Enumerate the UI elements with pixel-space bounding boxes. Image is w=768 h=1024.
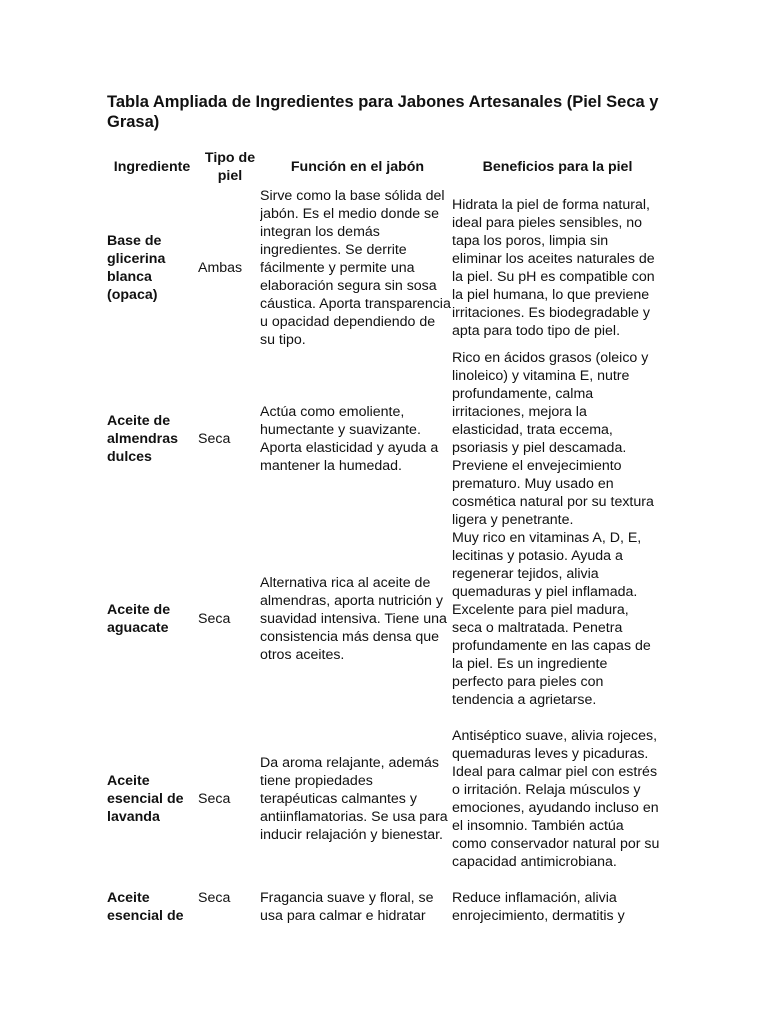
table-row: [104, 889, 660, 925]
cell-benefits: Muy rico en vitaminas A, D, E, lecitinas y potasio. Ayuda a regenerar tejidos, alivia quemaduras y piel inflamada. Excelente para piel madura, seca o maltratada. Penetra profundamente en las capas de la piel. Es un ingrediente perfecto para pieles con tendencia a agrietarse.: [452, 530, 651, 708]
ingredients-table: [104, 147, 660, 925]
cell-benefits: Reduce inflamación, alivia enrojecimiento, dermatitis y: [452, 890, 625, 924]
table-row: [104, 187, 660, 349]
cell-ingredient: Base de glicerina blanca (opaca): [107, 233, 166, 303]
cell-function: Actúa como emoliente, humectante y suavizante. Aporta elasticidad y ayuda a mantener la humedad.: [260, 404, 439, 474]
cell-benefits: Rico en ácidos grasos (oleico y linoleico) y vitamina E, nutre profundamente, calma irritaciones, mejora la elasticidad, trata eccema, psoriasis y piel descamada. Previene el envejecimiento prematuro. Muy usado en cosmética natural por su textura ligera y penetrante.: [452, 350, 654, 528]
table-row: [104, 529, 660, 709]
header-skin-type: Tipo de piel: [204, 150, 256, 184]
cell-function: Da aroma relajante, además tiene propiedades terapéuticas calmantes y antiinflamatorias. Se usa para inducir relajación y bienestar.: [260, 755, 448, 843]
cell-benefits: Antiséptico suave, alivia rojeces, quemaduras leves y picaduras. Ideal para calmar piel con estrés o irritación. Relaja músculos y emociones, ayudando incluso en el insomnio. También actúa como conservador natural por su capacidad antimicrobiana.: [452, 728, 660, 870]
table-row: [104, 709, 660, 889]
cell-ingredient: Aceite de aguacate: [107, 602, 171, 636]
cell-function: Fragancia suave y floral, se usa para calmar e hidratar: [260, 890, 434, 924]
cell-ingredient: Aceite de almendras dulces: [107, 413, 178, 465]
cell-function: Sirve como la base sólida del jabón. Es el medio donde se integran los demás ingredientes. Se derrite fácilmente y permite una elaboración segura sin sosa cáustica. Aporta transparencia u opacidad dependiendo de su tipo.: [260, 188, 451, 348]
cell-skin-type: Ambas: [198, 260, 243, 276]
table-row: [104, 349, 660, 529]
header-benefits: Beneficios para la piel: [482, 159, 633, 175]
cell-skin-type: Seca: [198, 791, 231, 807]
table-header-row: [104, 147, 660, 187]
cell-benefits: Hidrata la piel de forma natural, ideal para pieles sensibles, no tapa los poros, limpia sin eliminar los aceites naturales de la piel. Su pH es compatible con la piel humana, lo que previene irritaciones. Es biodegradable y apta para todo tipo de piel.: [452, 197, 655, 339]
cell-ingredient: Aceite esencial de: [107, 890, 184, 924]
cell-function: Alternativa rica al aceite de almendras, aporta nutrición y suavidad intensiva. Tiene una consistencia más densa que otros aceites.: [260, 575, 447, 663]
header-function: Función en el jabón: [290, 159, 425, 175]
cell-skin-type: Seca: [198, 431, 231, 447]
cell-ingredient: Aceite esencial de lavanda: [107, 773, 184, 825]
header-ingredient: Ingrediente: [113, 159, 191, 175]
document-title: Tabla Ampliada de Ingredientes para Jabones Artesanales (Piel Seca y Grasa): [107, 93, 659, 131]
cell-skin-type: Seca: [198, 890, 231, 906]
cell-skin-type: Seca: [198, 611, 231, 627]
